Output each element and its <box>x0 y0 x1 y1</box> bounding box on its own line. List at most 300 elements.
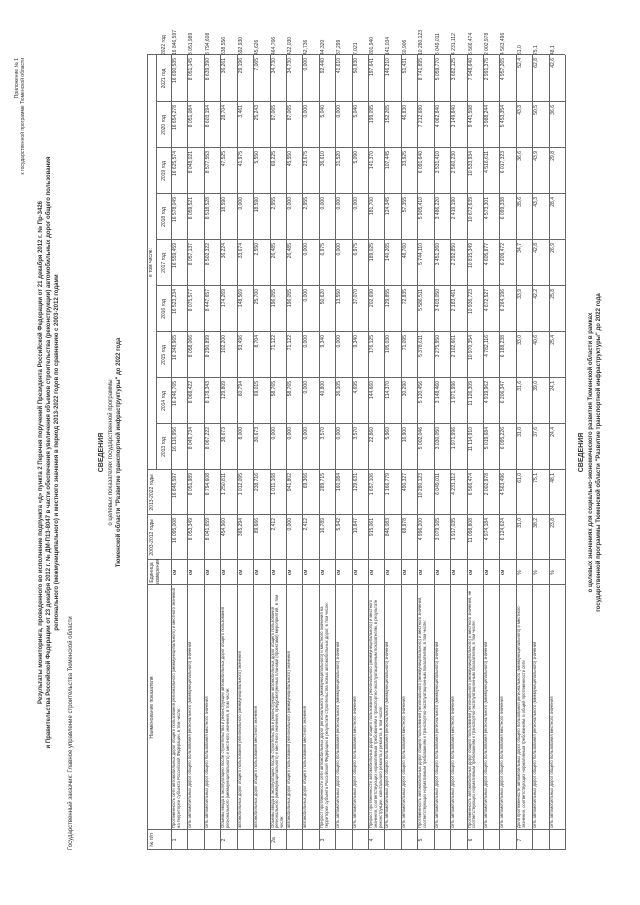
year-value: 46,830 <box>401 105 408 121</box>
year-value: 16 654,278 <box>172 105 178 131</box>
indicator-name: сеть автомобильных дорог общего пользования регионального (межмуниципального) значения <box>384 641 390 828</box>
year-value: 0,000 <box>237 197 244 210</box>
year-value: 36,6 <box>549 105 556 115</box>
year-value: 4 957,265 <box>500 58 507 81</box>
year-value: 4 563,496 <box>500 32 507 55</box>
row-number: 4 <box>369 838 375 842</box>
total-value: 2 002,978 <box>483 473 490 496</box>
year-value: 39,0 <box>533 381 540 391</box>
indicator-name: автомобильных дорог общего пользования местного значения <box>253 706 259 828</box>
year-value: 5,040 <box>352 105 359 118</box>
year-value: 7 948,640 <box>467 58 474 81</box>
year-value: 6 099,338 <box>500 197 507 220</box>
year-value: 2,955 <box>303 197 310 210</box>
year-value: 8 577,553 <box>204 151 211 174</box>
year-value: 16 846,597 <box>172 29 178 55</box>
year-value: 5 744,110 <box>418 243 425 265</box>
base-value: 10,847 <box>352 518 359 534</box>
header-line-3: регионального (межмуниципального) и местного значения в период 2013-2022 годов по сравнению с 2003-2012 годами <box>54 274 60 631</box>
source-line: Государственный заказчик: Главное управление строительства Тюменской области <box>68 616 74 850</box>
unit-cell: км <box>401 569 408 576</box>
total-value: 48,1 <box>549 473 556 483</box>
year-value: 8 741,895 <box>418 58 425 81</box>
footer-line-2: государственной программы Тюменской области "Развитие транспортной инфраструктуры" до 2022 года <box>596 293 602 612</box>
year-value: 24,4 <box>549 427 556 437</box>
unit-cell: км <box>385 569 392 576</box>
unit-cell: км <box>418 569 425 576</box>
year-value: 58,765 <box>270 381 277 397</box>
year-value: 62,8 <box>533 58 540 68</box>
year-value: 3 531,410 <box>434 151 441 174</box>
base-value: 23,8 <box>549 518 556 528</box>
year-value: 71,122 <box>286 335 293 351</box>
indicator-name: Доля протяженности автомобильных дорог общего пользования регионального (межмуниципального) и местного значения, соответствующих нормативным требованиям, в общей протяженности сети <box>515 606 526 828</box>
year-value: 37,6 <box>533 427 540 437</box>
year-value: 57,355 <box>401 197 408 213</box>
year-value: 6 566,474 <box>467 32 474 55</box>
year-value: 3 148,460 <box>434 381 441 404</box>
year-value: 3,570 <box>319 427 326 440</box>
year-value: 0,000 <box>303 58 310 71</box>
col-header-including: в том числе: <box>148 248 154 277</box>
col-header-year: 2019 год <box>161 161 167 181</box>
year-value: 124,345 <box>385 197 392 216</box>
year-value: 5 378,611 <box>418 335 425 357</box>
year-value: 1 971,996 <box>451 427 458 450</box>
year-value: 6 188,238 <box>500 335 507 358</box>
year-value: 28,4 <box>549 197 556 207</box>
unit-cell: км <box>434 569 441 576</box>
base-value: 2,412 <box>303 518 310 531</box>
year-value: 61,0 <box>516 45 523 55</box>
year-value: 0,000 <box>303 335 310 348</box>
total-value: 16 846,597 <box>172 473 178 499</box>
year-value: 148,569 <box>237 289 244 308</box>
year-value: 7,021 <box>352 42 359 55</box>
indicator-name: сеть автомобильных дорог общего пользования регионального (межмуниципального) значения <box>532 641 538 828</box>
title-line-1: о целевых показателях государственной программы <box>108 379 114 526</box>
total-value: 941,802 <box>286 473 293 492</box>
col-header-base: 2003-2012 годы <box>149 519 155 556</box>
year-value: 197,641 <box>369 58 375 77</box>
indicator-name: сеть автомобильных дорог общего пользования местного значения <box>450 696 456 828</box>
year-value: 4 605,877 <box>483 243 490 266</box>
year-value: 196,055 <box>286 289 293 308</box>
year-value: 16 690,535 <box>172 58 178 84</box>
year-value: 2 991,375 <box>483 58 490 81</box>
year-value: 24,1 <box>549 381 556 391</box>
indicator-name: сеть автомобильных дорог общего пользования местного значения <box>203 696 209 828</box>
year-value: 42,8 <box>533 243 540 253</box>
base-value: 0,000 <box>286 518 293 531</box>
year-value: 0,000 <box>352 197 359 210</box>
footer-word: СВЕДЕНИЯ <box>578 432 585 473</box>
year-value: 48,760 <box>401 243 408 259</box>
year-value: 8 049,734 <box>188 427 195 450</box>
year-value: 87,065 <box>270 105 277 121</box>
year-value: 16 348,965 <box>172 335 178 361</box>
year-value: 16 116,956 <box>172 427 178 452</box>
indicator-name: Протяженность автомобильных дорог общего пользования регионального (межмуниципального) и местного значения, не соответствующих нормативным требованиям к транспортно-эксплуатационным показателям, в том числе: <box>466 590 477 828</box>
indicator-name: сеть автомобильных дорог общего пользования местного значения <box>548 696 554 828</box>
year-value: 60,794 <box>237 381 244 397</box>
year-value: 8 057,137 <box>188 243 195 266</box>
year-value: 8 290,899 <box>204 335 211 358</box>
year-value: 36,261 <box>221 58 228 74</box>
base-value: 2,412 <box>270 518 277 531</box>
indicator-name: сеть автомобильных дорог общего пользования местного значения <box>499 696 505 828</box>
year-value: 7 212,680 <box>418 105 425 128</box>
year-value: 16 246,765 <box>172 381 178 407</box>
unit-cell: % <box>533 570 540 575</box>
year-value: 26,485 <box>270 243 277 259</box>
year-value: 4 573,301 <box>483 197 490 220</box>
year-value: 33,674 <box>237 243 244 259</box>
year-value: 41,610 <box>336 58 343 74</box>
year-value: 422,030 <box>286 36 293 55</box>
base-value: 31,0 <box>516 518 523 528</box>
base-value: 8 053,349 <box>188 518 195 541</box>
total-value: 1 250,811 <box>221 473 228 495</box>
total-value: 160,084 <box>336 473 343 492</box>
year-value: 36,610 <box>319 151 326 167</box>
year-value: 8 067,222 <box>204 427 211 450</box>
year-value: 8 051,145 <box>188 58 195 81</box>
year-value: 3,461 <box>237 105 244 118</box>
unit-cell: км <box>221 569 228 576</box>
year-value: 174,269 <box>221 289 228 308</box>
year-value: 8 051,989 <box>188 32 195 55</box>
col-header-year: 2020 год <box>161 115 167 135</box>
year-value: 4 062,840 <box>434 105 441 128</box>
indicator-name: автомобильных дорог общего пользования регионального (межмуниципального) значения <box>236 651 242 828</box>
total-value: 4 563,496 <box>500 473 507 496</box>
total-value: 1 166,779 <box>385 473 392 496</box>
col-header-year: 2014 год <box>161 391 167 411</box>
unit-cell: км <box>204 569 211 576</box>
year-value: 42,6 <box>549 58 556 68</box>
year-value: 25,4 <box>549 335 556 345</box>
year-value: 31,520 <box>336 151 343 167</box>
total-value: 75,1 <box>533 473 540 483</box>
year-value: 10 533,934 <box>467 151 474 177</box>
indicator-name: автомобильных дорог общего пользования регионального (межмуниципального) значения <box>285 651 291 828</box>
year-value: 592,930 <box>237 36 244 55</box>
year-value: 33,0 <box>516 335 523 345</box>
base-value: 11 098,808 <box>467 518 474 543</box>
indicator-name: Протяженность автомобильных дорог общего пользования регионального (межмуниципального) и местного значения, соответствующих нормативным требованиям к транспортно-эксплуатационным показателям, в том числе: <box>417 596 428 828</box>
year-value: 8 059,521 <box>188 197 195 220</box>
indicator-name: Объемы ввода в эксплуатацию после строительства и реконструкции автомобильных дорог общего пользования регионального (межмуниципального) и местного значения, предусмотренных планами (проектами) мероприятий, в том числе: <box>269 594 285 828</box>
year-value: 69,225 <box>270 151 277 167</box>
year-value: 8,000 <box>237 427 244 440</box>
year-value: 71,122 <box>270 335 277 351</box>
year-value: 25,8 <box>549 289 556 299</box>
col-header-year: 2021 год <box>161 68 167 89</box>
year-value: 36,6 <box>516 151 523 161</box>
year-value: 3 030,050 <box>434 427 441 450</box>
year-value: 87,065 <box>286 105 293 121</box>
year-value: 31,6 <box>516 381 523 391</box>
year-value: 8 051,084 <box>188 105 195 128</box>
unit-cell: км <box>270 569 277 576</box>
col-header-num: № п/п <box>149 833 155 847</box>
total-value: 6 049,011 <box>434 473 441 495</box>
year-value: 45,550 <box>286 151 293 167</box>
indicator-name: сеть автомобильных дорог общего пользования регионального (межмуниципального) значения <box>433 641 439 828</box>
year-value: 181,700 <box>369 197 375 216</box>
table-rule <box>147 829 565 830</box>
base-value: 4 974,184 <box>483 518 490 541</box>
total-value: 129,631 <box>352 473 359 492</box>
row-number: 2 <box>221 838 228 842</box>
year-value: 37,070 <box>352 289 359 305</box>
total-value: 8 794,608 <box>204 473 211 496</box>
year-value: 8 178,343 <box>204 381 211 404</box>
total-value: 6 566,474 <box>467 473 474 496</box>
year-value: 36,105 <box>336 381 343 397</box>
year-value: 5 120,456 <box>418 381 425 404</box>
year-value: 4 672,527 <box>483 289 490 312</box>
base-value: 365,294 <box>237 518 244 537</box>
year-value: 4 919,962 <box>483 381 490 404</box>
appendix-line-2: к государственной программе Тюменской области <box>20 58 26 175</box>
unit-cell: км <box>172 569 178 576</box>
year-value: 31,0 <box>516 427 523 437</box>
year-value: 8 068,422 <box>188 381 195 404</box>
year-value: 5 002,046 <box>418 427 425 450</box>
col-header-year: 2013 год <box>161 437 167 457</box>
total-value: 289,715 <box>319 473 326 492</box>
year-value: 16 523,234 <box>172 289 178 315</box>
year-value: 0,000 <box>336 105 343 118</box>
year-value: 0,000 <box>303 427 310 440</box>
year-value: 8 794,608 <box>204 32 211 55</box>
year-value: 8 447,657 <box>204 289 211 312</box>
col-header-total: 2013-2022 годы <box>149 474 155 511</box>
unit-cell: % <box>549 570 556 575</box>
year-value: 0,000 <box>336 335 343 348</box>
year-value: 23,675 <box>303 151 310 167</box>
col-header-name: Наименование показателя <box>149 676 155 739</box>
base-value: 3 079,165 <box>434 518 441 541</box>
col-header-year: 2016 год <box>161 299 167 319</box>
unit-cell: км <box>286 569 293 576</box>
year-value: 8 048,021 <box>188 151 195 174</box>
year-value: 40,800 <box>319 381 326 397</box>
year-value: 18,590 <box>221 197 228 213</box>
unit-cell: км <box>254 569 261 576</box>
year-value: 11 114,910 <box>467 427 474 452</box>
year-value: 5,090 <box>352 151 359 164</box>
year-value: 201,940 <box>369 36 375 55</box>
year-value: 6,975 <box>319 243 326 256</box>
year-value: 52,4 <box>516 58 523 68</box>
base-value: 16,789 <box>319 518 326 534</box>
year-value: 0,000 <box>336 427 343 440</box>
year-value: 129,855 <box>385 289 392 308</box>
title-line-2: Тюменской области "Развитие транспортной инфраструктуры" до 2022 года <box>116 337 122 568</box>
year-value: 2 102,661 <box>451 335 458 358</box>
base-value: 8 041,659 <box>204 518 211 541</box>
year-value: 9,340 <box>319 335 326 348</box>
year-value: 11 126,309 <box>467 381 474 406</box>
col-header-year: 2015 год <box>161 345 167 365</box>
year-value: 75,1 <box>533 45 540 55</box>
year-value: 6 017,323 <box>500 151 507 174</box>
table-rule <box>565 55 566 850</box>
year-value: 34,730 <box>270 58 277 74</box>
base-value: 68,978 <box>401 518 408 534</box>
year-value: 144,660 <box>369 381 375 400</box>
year-value: 29,196 <box>237 58 244 74</box>
year-value: 146,210 <box>385 58 392 77</box>
year-value: 6 091,640 <box>418 151 425 174</box>
year-value: 38,673 <box>221 427 228 443</box>
year-value: 30,290 <box>401 381 408 397</box>
year-value: 0,000 <box>270 427 277 440</box>
year-value: 2 419,190 <box>451 197 458 220</box>
year-value: 152,265 <box>385 105 392 124</box>
year-value: 16,900 <box>401 427 408 443</box>
year-value: 0,000 <box>319 197 326 210</box>
year-value: 102,200 <box>221 335 228 354</box>
row-number: 2а <box>270 837 277 843</box>
year-value: 60,906 <box>401 39 408 55</box>
year-value: 3 275,950 <box>434 335 441 358</box>
year-value: 10 815,349 <box>467 243 474 269</box>
year-value: 0,000 <box>303 289 310 302</box>
unit-cell: км <box>467 569 474 576</box>
appendix-line-1: Приложение № 1 <box>14 58 20 99</box>
year-value: 5 453,354 <box>500 105 507 128</box>
row-number: 3 <box>319 838 326 842</box>
col-header-year: 2022 год <box>161 35 167 55</box>
year-value: 47,525 <box>221 151 228 167</box>
unit-cell: км <box>336 569 343 576</box>
indicator-name: сеть автомобильных дорог общего пользования местного значения <box>400 696 406 828</box>
year-value: 50,830 <box>352 58 359 74</box>
total-value: 238,716 <box>254 473 261 492</box>
total-value: 10 280,123 <box>418 473 425 499</box>
year-value: 3 682,125 <box>451 58 458 81</box>
year-value: 176,125 <box>369 335 375 354</box>
year-value: 3 149,840 <box>451 105 458 128</box>
year-value: 16 625,574 <box>172 151 178 177</box>
year-value: 9,340 <box>352 335 359 348</box>
year-value: 8 639,390 <box>204 58 211 81</box>
year-value: 0,000 <box>303 243 310 256</box>
year-value: 16 578,049 <box>172 197 178 223</box>
indicator-name: сеть автомобильных дорог общего пользования местного значения <box>351 696 357 828</box>
indicator-name: сеть автомобильных дорог общего пользования регионального (межмуниципального) значения <box>335 641 341 828</box>
row-number: 7 <box>516 838 523 842</box>
year-value: 8 603,194 <box>204 105 211 128</box>
year-value: 5 905,410 <box>418 197 425 220</box>
year-value: 50,620 <box>319 289 326 305</box>
year-value: 464,766 <box>270 36 277 55</box>
table-rule <box>156 55 157 470</box>
year-value: 8,704 <box>254 335 261 348</box>
unit-cell: км <box>500 569 507 576</box>
indicators-table <box>147 29 565 850</box>
total-value: 1 011,168 <box>270 473 277 495</box>
header-line-2: и Правительства Российской Федерации от 23 декабря 2012 г. № ДМ-П13-8047 в части обеспечения увеличения объемов строительства (реконструкции) автомобильных дорог общего пользования <box>46 156 52 749</box>
year-value: 28,704 <box>221 105 228 121</box>
year-value: 2 183,461 <box>451 289 458 312</box>
year-value: 71,095 <box>401 335 408 351</box>
year-value: 6 095,226 <box>500 427 507 450</box>
base-value: 1 917,035 <box>451 518 458 541</box>
year-value: 140,265 <box>385 243 392 262</box>
year-value: 2 292,850 <box>451 243 458 266</box>
total-value: 61,0 <box>516 473 523 483</box>
year-value: 2 002,978 <box>483 32 490 55</box>
row-number: 1 <box>172 838 178 842</box>
year-value: 0,000 <box>336 197 343 210</box>
year-value: 4 231,112 <box>451 33 458 55</box>
year-value: 43,3 <box>533 197 540 207</box>
year-value: 58,765 <box>286 381 293 397</box>
year-value: 26,9 <box>549 243 556 253</box>
year-value: 30,673 <box>254 427 261 443</box>
year-value: 48,1 <box>549 45 556 55</box>
header-line-1: Результаты мониторинга, проведенного во исполнение подпункта «д» пункта 2 Перечня поручений Президента Российской Федерации от 21 декабря 2012 г. № Пр-3426 <box>38 200 44 705</box>
table-rule <box>147 849 565 850</box>
base-value: 5,942 <box>336 518 343 531</box>
indicator-name: Прирост протяженности сети автомобильных дорог регионального (межмуниципального) и местного значения на территории субъекта Российской Федерации в результате строительства новых автомобильных дорог, в том числе: <box>318 602 329 828</box>
total-value: 490,327 <box>401 473 408 492</box>
year-value: 36,224 <box>221 243 228 259</box>
year-value: 44,320 <box>319 39 326 55</box>
year-value: 129,809 <box>221 381 228 400</box>
total-value: 8 051,989 <box>188 473 195 496</box>
col-header-unit: Единица измерения <box>149 558 161 584</box>
year-value: 16 559,459 <box>172 243 178 269</box>
total-value: 1 012,095 <box>237 473 244 496</box>
year-value: 105,030 <box>385 335 392 354</box>
year-value: 33,925 <box>401 151 408 167</box>
year-value: 18,590 <box>254 197 261 213</box>
year-value: 6 264,196 <box>500 289 507 312</box>
year-value: 7,065 <box>254 58 261 71</box>
col-header-year: 2017 год <box>161 253 167 273</box>
year-value: 10 280,123 <box>418 29 425 55</box>
year-value: 5 019,684 <box>483 427 490 450</box>
unit-cell: км <box>451 569 458 576</box>
year-value: 141,034 <box>385 36 392 55</box>
year-value: 29,8 <box>549 151 556 161</box>
year-value: 0,000 <box>336 243 343 256</box>
year-value: 2,550 <box>254 243 261 256</box>
unit-cell: км <box>319 569 326 576</box>
year-value: 8 502,322 <box>204 243 211 266</box>
year-value: 107,445 <box>385 151 392 170</box>
unit-cell: км <box>483 569 490 576</box>
year-value: 3 988,244 <box>483 105 490 128</box>
year-value: 638,556 <box>221 36 228 55</box>
year-value: 6 206,347 <box>500 381 507 404</box>
base-value: 6 124,624 <box>500 518 507 541</box>
year-value: 42,736 <box>303 39 310 55</box>
year-value: 8 075,577 <box>188 289 195 312</box>
year-value: 34,730 <box>286 58 293 74</box>
year-value: 5,040 <box>319 105 326 118</box>
year-value: 8 058,066 <box>188 335 195 358</box>
total-value: 69,366 <box>303 473 310 489</box>
year-value: 69,015 <box>254 381 261 397</box>
year-value: 25,700 <box>254 289 261 305</box>
